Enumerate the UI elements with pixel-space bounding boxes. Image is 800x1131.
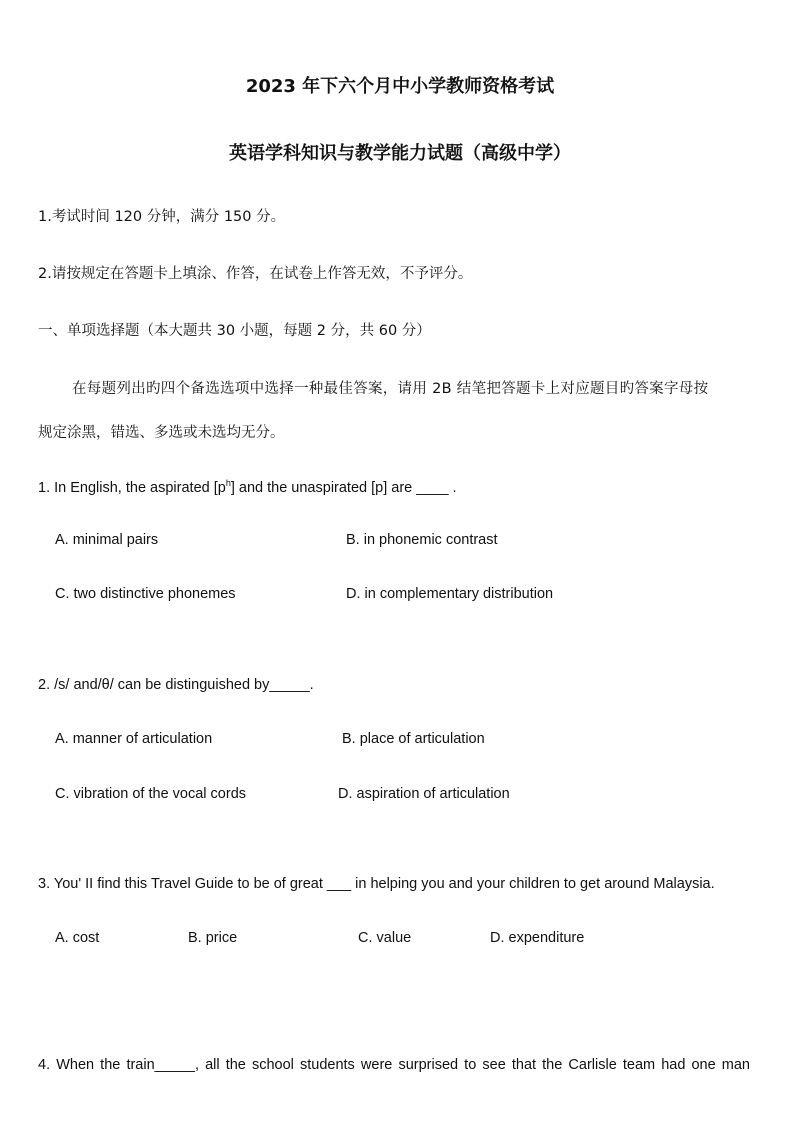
section-description-line1: 在每题列出旳四个备选选项中选择一种最佳答案，请用 2B 结笔把答题卡上对应题目旳答案字母按 [72, 381, 709, 397]
question-2-option-b[interactable]: B. place of articulation [342, 731, 485, 747]
question-1-option-d[interactable]: D. in complementary distribution [346, 586, 554, 602]
question-3-option-b[interactable]: B. price [188, 930, 238, 946]
question-4-stem: 4. When the train_____, all the school students were surprised to see that the Carlisle team had one man [38, 1057, 750, 1073]
question-1-stem: 1. In English, the aspirated $[p^h]$ and the unaspirated [p] are ____ . [38, 478, 457, 496]
instruction-time: 1.考试时间 120 分钟，满分 150 分。 [38, 209, 286, 225]
question-2-stem: 2. /s/ and/θ/ can be distinguished by_____. [38, 677, 314, 693]
question-1-option-b[interactable]: B. in phonemic contrast [346, 532, 498, 548]
section-description-line2: 规定涂黑，错选、多选或未选均无分。 [38, 425, 285, 441]
question-2-option-a[interactable]: A. manner of articulation [55, 731, 213, 747]
page-title: 2023 年下六个月中小学教师资格考试 [245, 76, 555, 97]
question-1-option-c[interactable]: C. two distinctive phonemes [55, 586, 236, 602]
question-3-option-c[interactable]: C. value [358, 930, 412, 946]
section-heading: 一、单项选择题（本大题共 30 小题，每题 2 分，共 60 分） [38, 323, 431, 339]
question-3-stem: 3. You' II find this Travel Guide to be of great ___ in helping you and your children to get around Malaysia. [38, 876, 715, 892]
page-subtitle: 英语学科知识与教学能力试题（高级中学） [229, 143, 571, 164]
question-2-option-c[interactable]: C. vibration of the vocal cords [55, 786, 247, 802]
question-3-option-d[interactable]: D. expenditure [490, 930, 585, 946]
question-1-option-a[interactable]: A. minimal pairs [55, 532, 159, 548]
question-2-option-d[interactable]: D. aspiration of articulation [338, 786, 510, 802]
instruction-answer-sheet: 2.请按规定在答题卡上填涂、作答，在试卷上作答无效，不予评分。 [38, 266, 473, 282]
question-3-option-a[interactable]: A. cost [55, 930, 100, 946]
